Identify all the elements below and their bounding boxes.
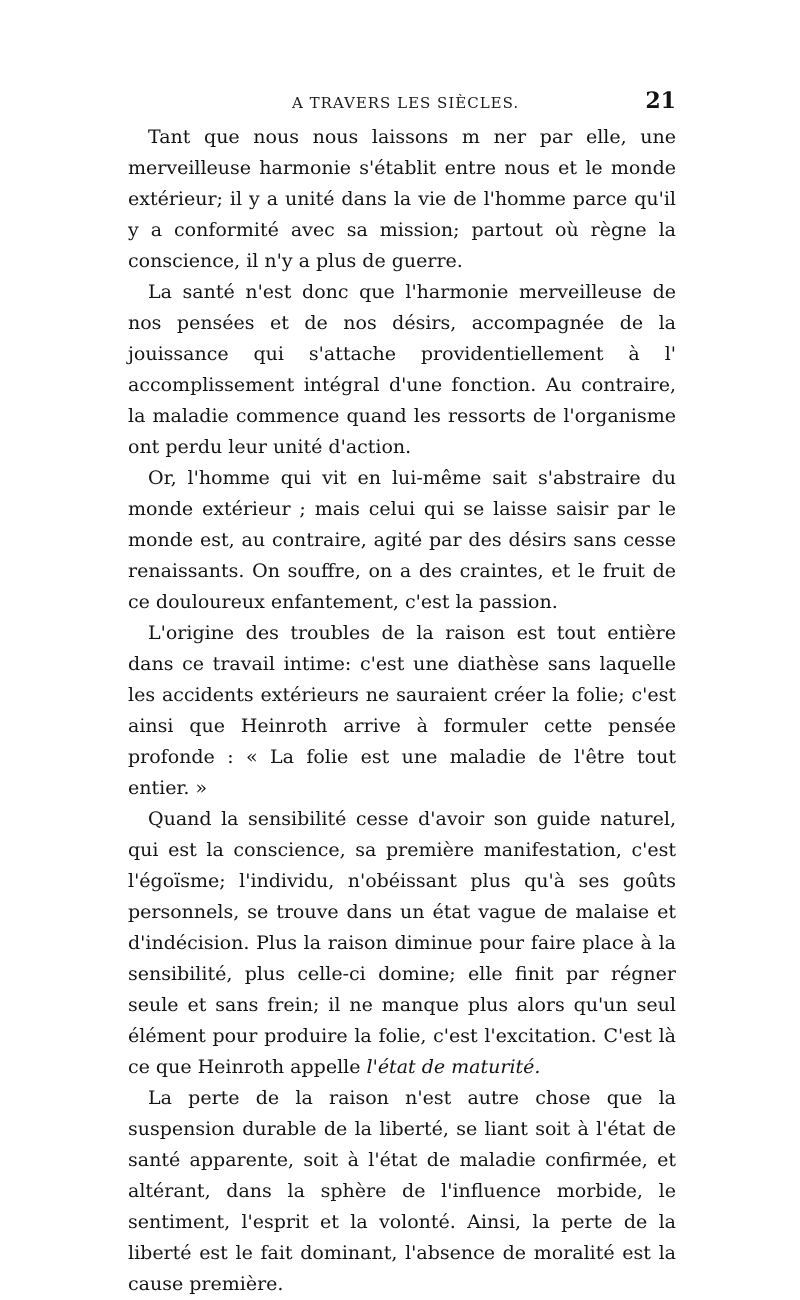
running-title: A TRAVERS LES SIÈCLES. — [292, 94, 520, 112]
paragraph-1: Tant que nous nous laissons m ner par elle, une merveilleuse harmonie s'établit entre nous et le monde extérieur; il y a unité dans la vie de l'homme parce qu'il y a conformité avec sa mission; partout où règne la conscience, il n'y a plus de guerre. — [128, 126, 676, 272]
paragraph-4: L'origine des troubles de la raison est tout entière dans ce travail intime: c'est une diathèse sans laquelle les accidents extérieurs ne sauraient créer la folie; c'est ainsi que Heinroth arrive à formuler cette pensée profonde : « La folie est une maladie de l'être tout entier. » — [128, 622, 676, 799]
paragraph-5-text: Quand la sensibilité cesse d'avoir son guide naturel, qui est la conscience, sa première manifestation, c'est l'égoïsme; l'individu, n'obéissant plus qu'à ses goûts personnels, se trouve dans un état vague de malaise et d'indécision. Plus la raison diminue pour faire place à la sensibilité, plus celle-ci domine; elle finit par régner seule et sans frein; il ne manque plus alors qu'un seul élément pour produire la folie, c'est l'excitation. C'est là ce que Heinroth appelle — [128, 808, 676, 1078]
body-text — [128, 122, 676, 1300]
paragraph-5-italic-term: l'état de maturité. — [366, 1056, 541, 1078]
paragraph-5 — [128, 804, 676, 1083]
paragraph-2: La santé n'est donc que l'harmonie merveilleuse de nos pensées et de nos désirs, accompagnée de la jouissance qui s'attache providentiellement à l' accomplissement intégral d'une fonction. Au contraire, la maladie commence quand les ressorts de l'organisme ont perdu leur unité d'action. — [128, 281, 676, 458]
page-number: 21 — [645, 88, 676, 114]
paragraph-6: La perte de la raison n'est autre chose que la suspension durable de la liberté, se liant soit à l'état de santé apparente, soit à l'état de maladie confirmée, et altérant, dans la sphère de l'influence morbide, le sentiment, l'esprit et la volonté. Ainsi, la perte de la liberté est le fait dominant, l'absence de moralité est la cause première. — [128, 1087, 676, 1295]
page-header — [120, 88, 680, 118]
paragraph-3: Or, l'homme qui vit en lui-même sait s'abstraire du monde extérieur ; mais celui qui se laisse saisir par le monde est, au contraire, agité par des désirs sans cesse renaissants. On souffre, on a des craintes, et le fruit de ce douloureux enfantement, c'est la passion. — [128, 467, 676, 613]
